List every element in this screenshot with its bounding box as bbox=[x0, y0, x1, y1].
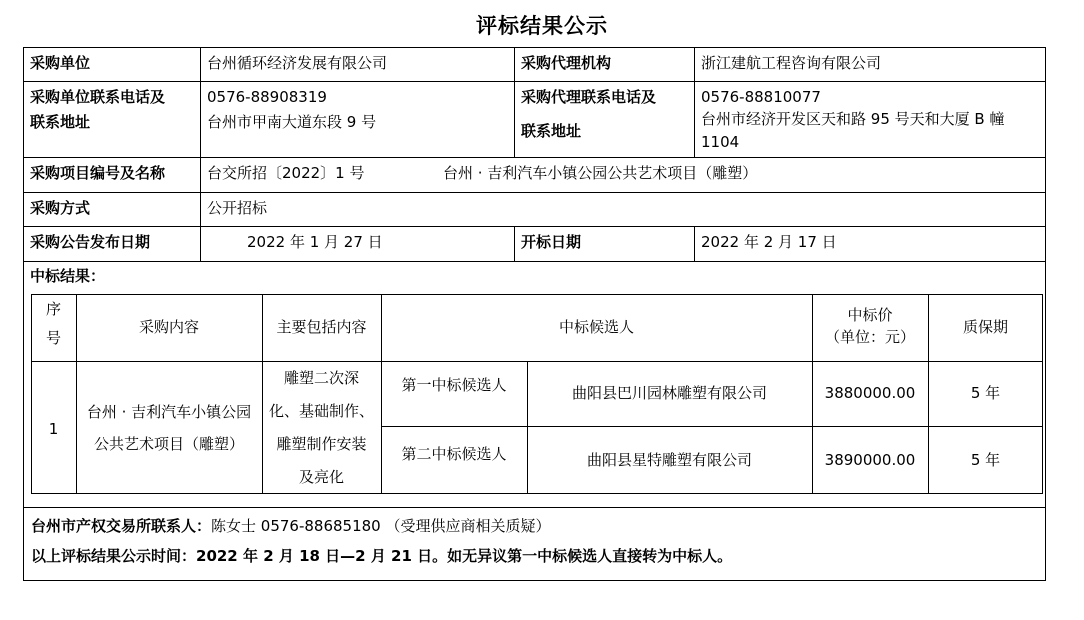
row-divider bbox=[23, 507, 1046, 508]
purchaser-value: 台州循环经济发展有限公司 bbox=[207, 54, 388, 72]
header-price-unit: （单位：元） bbox=[824, 328, 915, 346]
row-content: 台州 · 吉利汽车小镇公园 bbox=[86, 403, 252, 421]
row-divider bbox=[23, 157, 1046, 158]
column-divider bbox=[694, 47, 695, 157]
result-heading: 中标结果： bbox=[30, 267, 106, 285]
project-name: 台州 · 吉利汽车小镇公园公共艺术项目（雕塑） bbox=[443, 164, 758, 182]
agency-contact-label: 联系地址 bbox=[521, 122, 582, 140]
result-row-divider bbox=[31, 361, 1043, 362]
row-divider bbox=[23, 192, 1046, 193]
method-value: 公开招标 bbox=[207, 199, 268, 217]
column-divider bbox=[200, 47, 201, 261]
column-divider bbox=[694, 226, 695, 261]
agency-address: 1104 bbox=[701, 133, 740, 151]
page-title: 评标结果公示 bbox=[476, 13, 608, 38]
row-scope: 化、基础制作、 bbox=[268, 402, 374, 420]
purchaser-phone: 0576-88908319 bbox=[207, 88, 327, 106]
agency-contact-label: 采购代理联系电话及 bbox=[521, 88, 657, 106]
header-seq: 序 bbox=[45, 300, 61, 318]
row-seq: 1 bbox=[48, 420, 59, 438]
second-candidate-warranty: 5 年 bbox=[970, 451, 1001, 469]
agency-address: 台州市经济开发区天和路 95 号天和大厦 B 幢 bbox=[701, 110, 1005, 128]
header-scope: 主要包括内容 bbox=[276, 318, 367, 336]
row-scope: 雕塑制作安装 bbox=[276, 435, 367, 453]
method-label: 采购方式 bbox=[30, 199, 91, 217]
purchaser-contact-label: 联系地址 bbox=[30, 113, 91, 131]
project-number: 台交所招〔2022〕1 号 bbox=[207, 164, 365, 182]
project-label: 采购项目编号及名称 bbox=[30, 164, 166, 182]
header-warranty: 质保期 bbox=[962, 318, 1008, 336]
second-candidate-price: 3890000.00 bbox=[824, 451, 916, 469]
first-candidate-warranty: 5 年 bbox=[970, 384, 1001, 402]
agency-phone: 0576-88810077 bbox=[701, 88, 821, 106]
first-candidate-rank: 第一中标候选人 bbox=[401, 376, 507, 394]
column-divider bbox=[514, 47, 515, 157]
row-divider bbox=[23, 261, 1046, 262]
row-scope: 及亮化 bbox=[298, 468, 344, 486]
first-candidate-price: 3880000.00 bbox=[824, 384, 916, 402]
row-content: 公共艺术项目（雕塑） bbox=[93, 435, 244, 453]
publicity-notice: 以上评标结果公示时间：2022 年 2 月 18 日—2 月 21 日。如无异议第一中标候选人直接转为中标人。 bbox=[31, 547, 733, 565]
header-candidate: 中标候选人 bbox=[558, 318, 634, 336]
exchange-contact bbox=[31, 515, 551, 537]
exchange-contact-value: 陈女士 0576-88685180 （受理供应商相关质疑） bbox=[211, 517, 551, 535]
row-divider bbox=[23, 81, 1046, 82]
result-column-divider bbox=[527, 361, 528, 494]
agency-label: 采购代理机构 bbox=[521, 54, 612, 72]
column-divider bbox=[514, 226, 515, 261]
announce-date-value: 2022 年 1 月 27 日 bbox=[247, 233, 383, 251]
second-candidate-name: 曲阳县星特雕塑有限公司 bbox=[586, 451, 752, 469]
row-divider bbox=[23, 226, 1046, 227]
exchange-contact-label: 台州市产权交易所联系人： bbox=[31, 517, 212, 535]
purchaser-contact-label: 采购单位联系电话及 bbox=[30, 88, 166, 106]
open-date-value: 2022 年 2 月 17 日 bbox=[701, 233, 837, 251]
first-candidate-name: 曲阳县巴川园林雕塑有限公司 bbox=[571, 384, 767, 402]
announce-date-label: 采购公告发布日期 bbox=[30, 233, 151, 251]
purchaser-label: 采购单位 bbox=[30, 54, 91, 72]
second-candidate-rank: 第二中标候选人 bbox=[401, 445, 507, 463]
header-seq: 号 bbox=[45, 329, 61, 347]
header-content: 采购内容 bbox=[138, 318, 199, 336]
open-date-label: 开标日期 bbox=[521, 233, 582, 251]
result-row-divider bbox=[381, 426, 1043, 427]
header-price: 中标价 bbox=[847, 306, 893, 324]
agency-value: 浙江建航工程咨询有限公司 bbox=[701, 54, 882, 72]
purchaser-address: 台州市甲南大道东段 9 号 bbox=[207, 113, 377, 131]
row-scope: 雕塑二次深 bbox=[283, 369, 359, 387]
